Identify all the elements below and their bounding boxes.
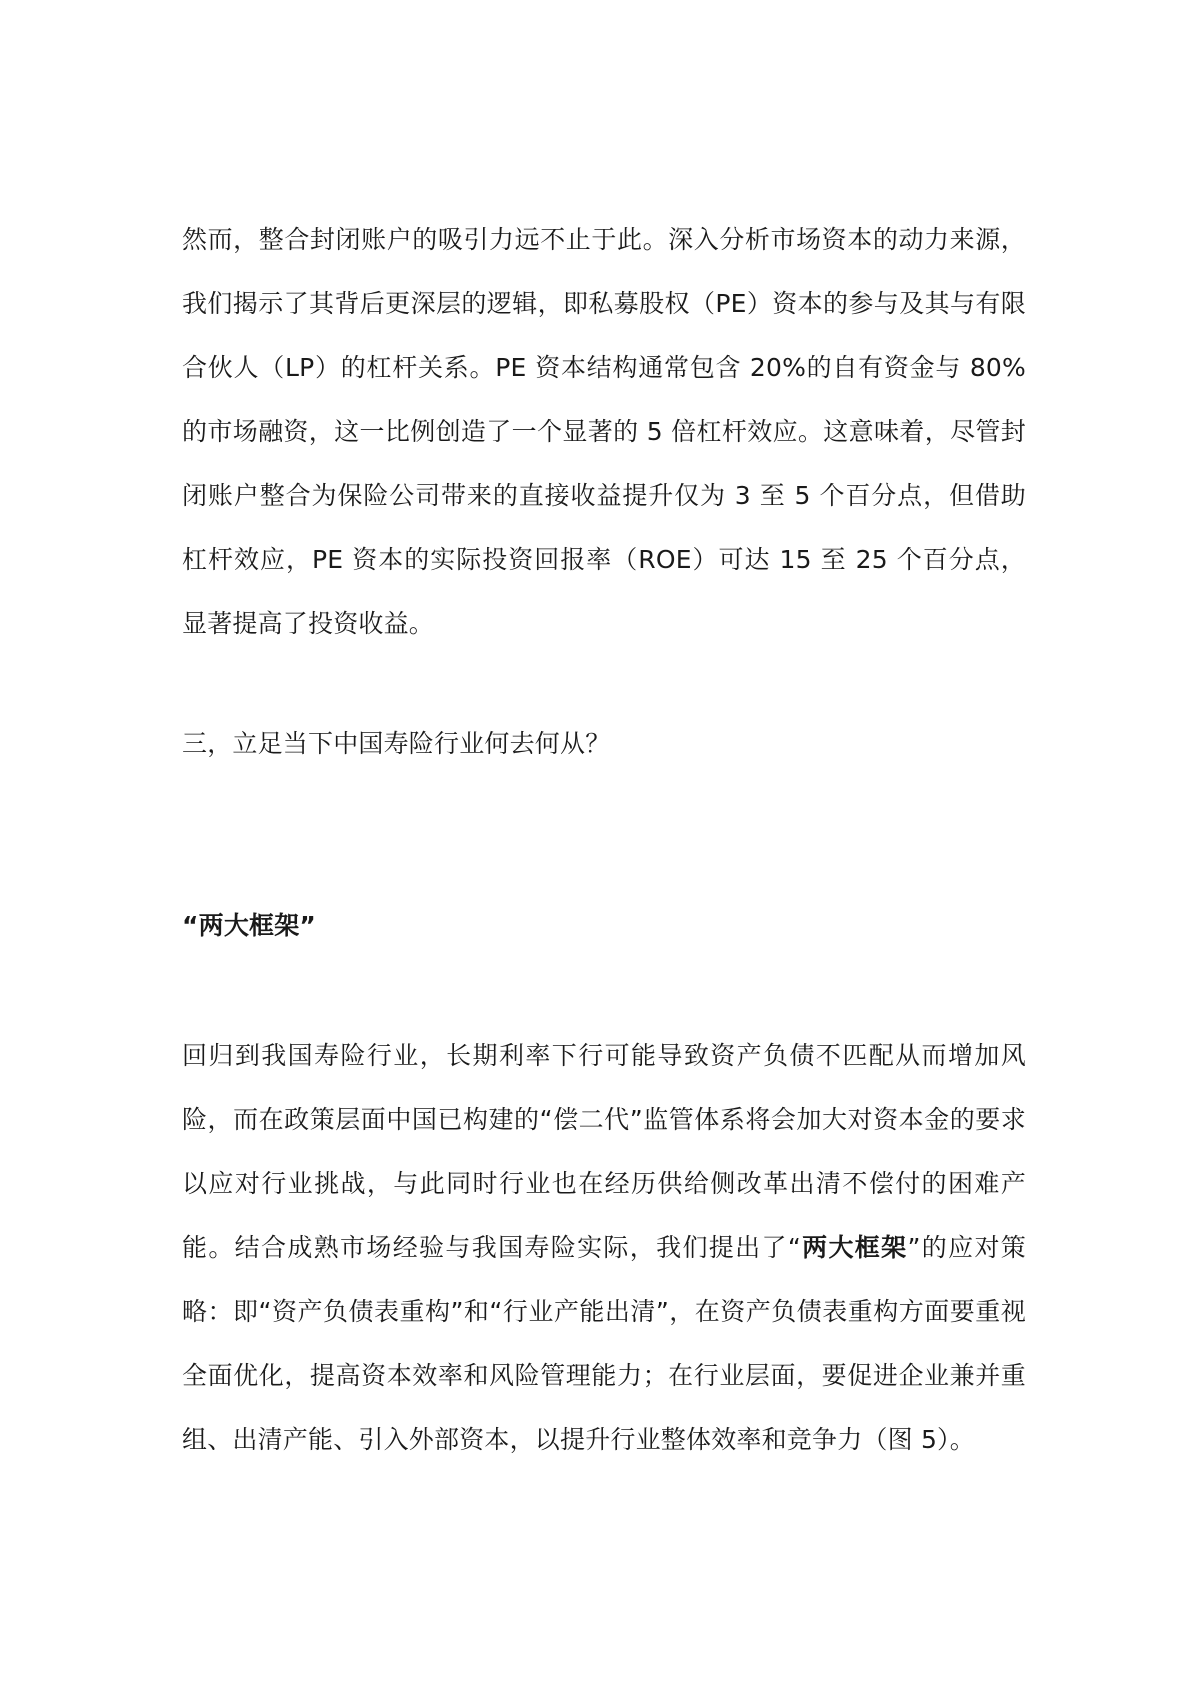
subheading-two-frameworks: “两大框架”: [182, 911, 317, 940]
paragraph-two-frameworks: [182, 1024, 1026, 1472]
section-heading-three: 三，立足当下中国寿险行业何去何从？: [182, 729, 611, 758]
paragraph-text: 回归到我国寿险行业，长期利率下行可能导致资产负债不匹配从而增加风险，而在政策层面中国已构建的“偿二代”监管体系将会加大对资本金的要求以应对行业挑战，与此同时行业也在经历供给侧改革出清不偿付的困难产能。结合成熟市场经验与我国寿险实际，我们提出了“: [182, 1041, 1026, 1262]
paragraph-text: ”的应对策略：即“资产负债表重构”和“行业产能出清”，在资产负债表重构方面要重视全面优化，提高资本效率和风险管理能力；在行业层面，要促进企业兼并重组、出清产能、引入外部资本，以提升行业整体效率和竞争力（图 5）。: [182, 1233, 1026, 1454]
paragraph-pe-leverage: 然而，整合封闭账户的吸引力远不止于此。深入分析市场资本的动力来源，我们揭示了其背后更深层的逻辑，即私募股权（PE）资本的参与及其与有限合伙人（LP）的杠杆关系。PE 资本结构通常包含 20%的自有资金与 80%的市场融资，这一比例创造了一个显著的 5 倍杠杆效应。这意味着，尽管封闭账户整合为保险公司带来的直接收益提升仅为 3 至 5 个百分点，但借助杠杆效应，PE 资本的实际投资回报率（ROE）可达 15 至 25 个百分点，显著提高了投资收益。: [182, 225, 1027, 638]
emphasis-two-frameworks: 两大框架: [800, 1233, 908, 1262]
